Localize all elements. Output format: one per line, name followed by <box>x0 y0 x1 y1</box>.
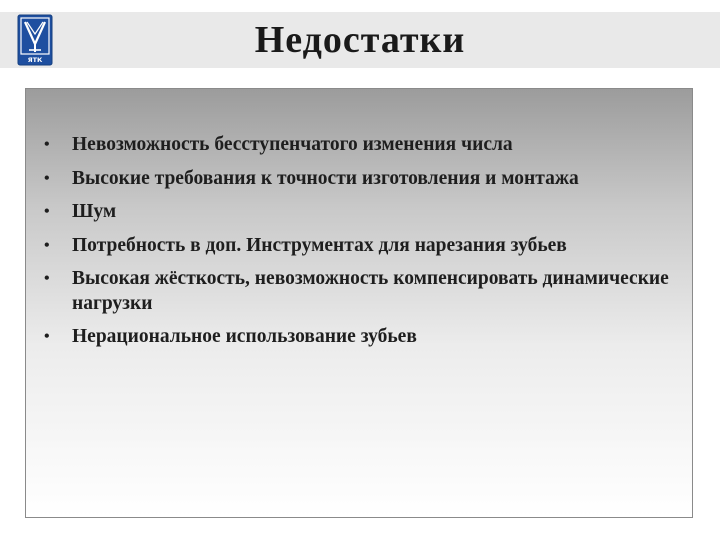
list-item-text: Шум <box>72 201 117 222</box>
logo-text: ЯТК <box>27 56 43 64</box>
bullet-list <box>42 133 682 359</box>
list-item-text: Невозможность бесступенчатого изменения числа <box>72 134 513 155</box>
list-item <box>42 325 682 350</box>
bullet-icon: • <box>44 169 50 187</box>
list-item-text: Высокие требования к точности изготовления и монтажа <box>72 167 579 189</box>
list-item <box>42 200 682 225</box>
list-item <box>42 167 682 192</box>
page-title: Недостатки <box>254 19 466 61</box>
list-item <box>42 234 682 259</box>
content-box <box>25 88 693 518</box>
list-item-text: Высокая жёсткость, невозможность компенсировать динамические нагрузки <box>72 268 669 314</box>
list-item-text: Нерациональное использование зубьев <box>72 326 417 347</box>
bullet-icon: • <box>44 136 50 153</box>
list-item <box>42 133 682 158</box>
list-item <box>42 267 682 316</box>
bullet-icon: • <box>44 328 50 345</box>
bullet-icon: • <box>44 270 50 287</box>
bullet-icon: • <box>44 203 50 220</box>
gear-emblem-logo-icon <box>17 14 53 66</box>
bullet-icon: • <box>44 236 50 254</box>
list-item-text: Потребность в доп. Инструментах для нарезания зубьев <box>72 234 567 256</box>
